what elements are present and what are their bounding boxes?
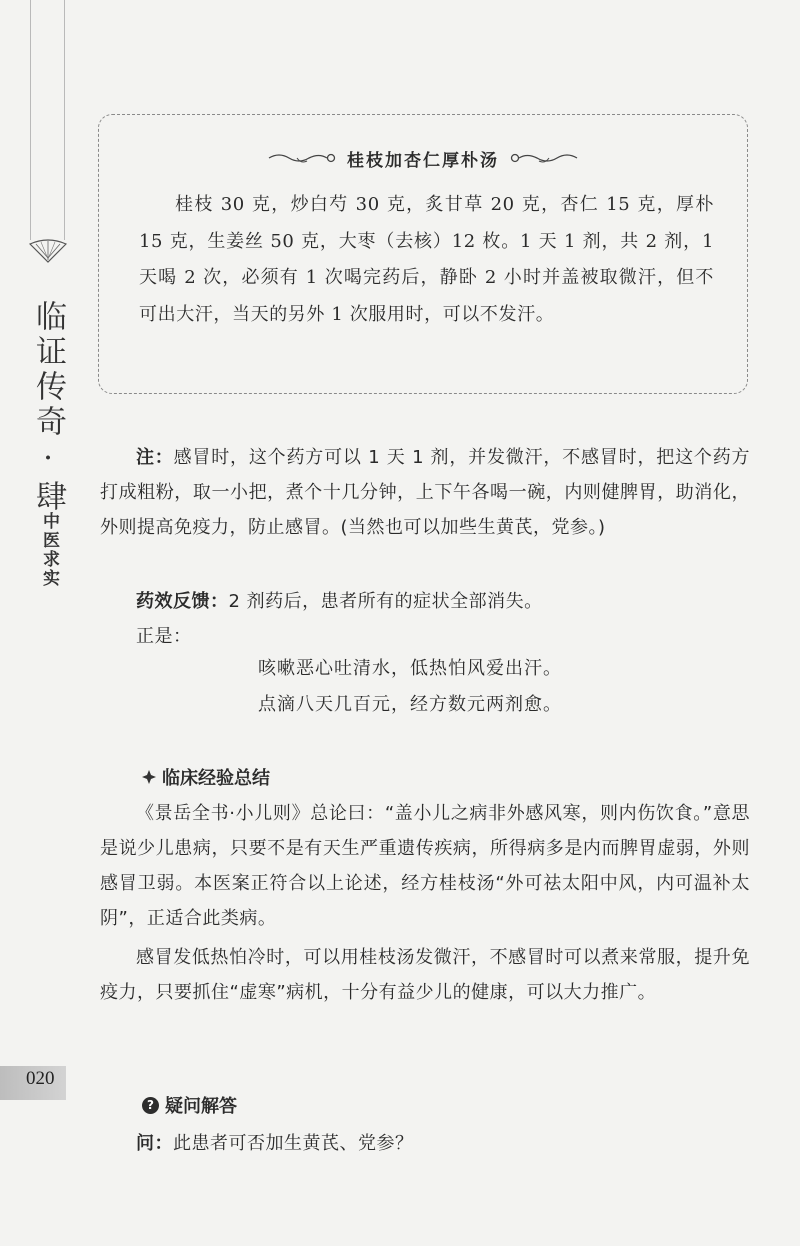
- qa-heading: [142, 1092, 237, 1118]
- question-paragraph: [100, 1126, 750, 1161]
- note-paragraph: [100, 440, 750, 545]
- right-flourish-icon: [509, 149, 579, 167]
- question-text: 此患者可否加生黄芪、党参？: [173, 1133, 414, 1154]
- margin-line: [64, 0, 65, 240]
- book-title: 临证传奇·肆: [30, 300, 66, 515]
- recipe-body: 桂枝 30 克，炒白芍 30 克，炙甘草 20 克，杏仁 15 克，厚朴 15 克，生姜丝 50 克，大枣（去核）12 枚。1 天 1 剂，共 2 剂，1 天喝 2 次，必须有 1 次喝完药后，静卧 2 小时并盖被取微汗，但不可出大汗，当天的另外 1 次服用时，可以不发汗。: [139, 194, 714, 325]
- note-label: 注：: [136, 447, 174, 468]
- poem-line: 点滴八天几百元，经方数元两剂愈。: [258, 694, 562, 715]
- recipe-title-row: [99, 143, 747, 173]
- note-text: 感冒时，这个药方可以 1 天 1 剂，并发微汗，不感冒时，把这个药方打成粗粉，取一小把，煮个十几分钟，上下午各喝一碗，内则健脾胃，助消化，外则提高免疫力，防止感冒。(当然也可以加些生黄芪，党参。): [100, 447, 750, 538]
- fan-ornament-icon: [28, 236, 68, 266]
- feedback-text: 2 剂药后，患者所有的症状全部消失。: [228, 591, 543, 612]
- question-label: 问：: [136, 1133, 173, 1154]
- summary-heading-text: 临床经验总结: [162, 768, 270, 789]
- diamond-bullet-icon: [142, 770, 156, 784]
- book-subtitle: 中医求实: [39, 512, 59, 588]
- feedback-paragraph: [100, 584, 750, 619]
- page-number: 020: [26, 1068, 55, 1089]
- feedback-label: 药效反馈：: [136, 591, 229, 612]
- summary-heading: [142, 764, 270, 790]
- recipe-title: 桂枝加杏仁厚朴汤: [347, 150, 499, 171]
- qa-heading-text: 疑问解答: [165, 1096, 237, 1117]
- question-mark-icon: ?: [142, 1097, 159, 1114]
- recipe-box: [98, 114, 748, 394]
- left-flourish-icon: [267, 149, 337, 167]
- poem-line: 咳嗽恶心吐清水，低热怕风爱出汗。: [258, 658, 562, 679]
- margin-line: [30, 0, 31, 240]
- summary-paragraph: 感冒发低热怕冷时，可以用桂枝汤发微汗，不感冒时可以煮来常服，提升免疫力，只要抓住“虚寒”病机，十分有益少儿的健康，可以大力推广。: [100, 947, 750, 1003]
- zhengshi-line: 正是：: [136, 626, 192, 647]
- summary-paragraph: 《景岳全书·小儿则》总论曰：“盖小儿之病非外感风寒，则内伤饮食。”意思是说少儿患病，只要不是有天生严重遗传疾病，所得病多是内而脾胃虚弱，外则感冒卫弱。本医案正符合以上论述，经方桂枝汤“外可祛太阳中风，内可温补太阴”，正适合此类病。: [100, 803, 750, 929]
